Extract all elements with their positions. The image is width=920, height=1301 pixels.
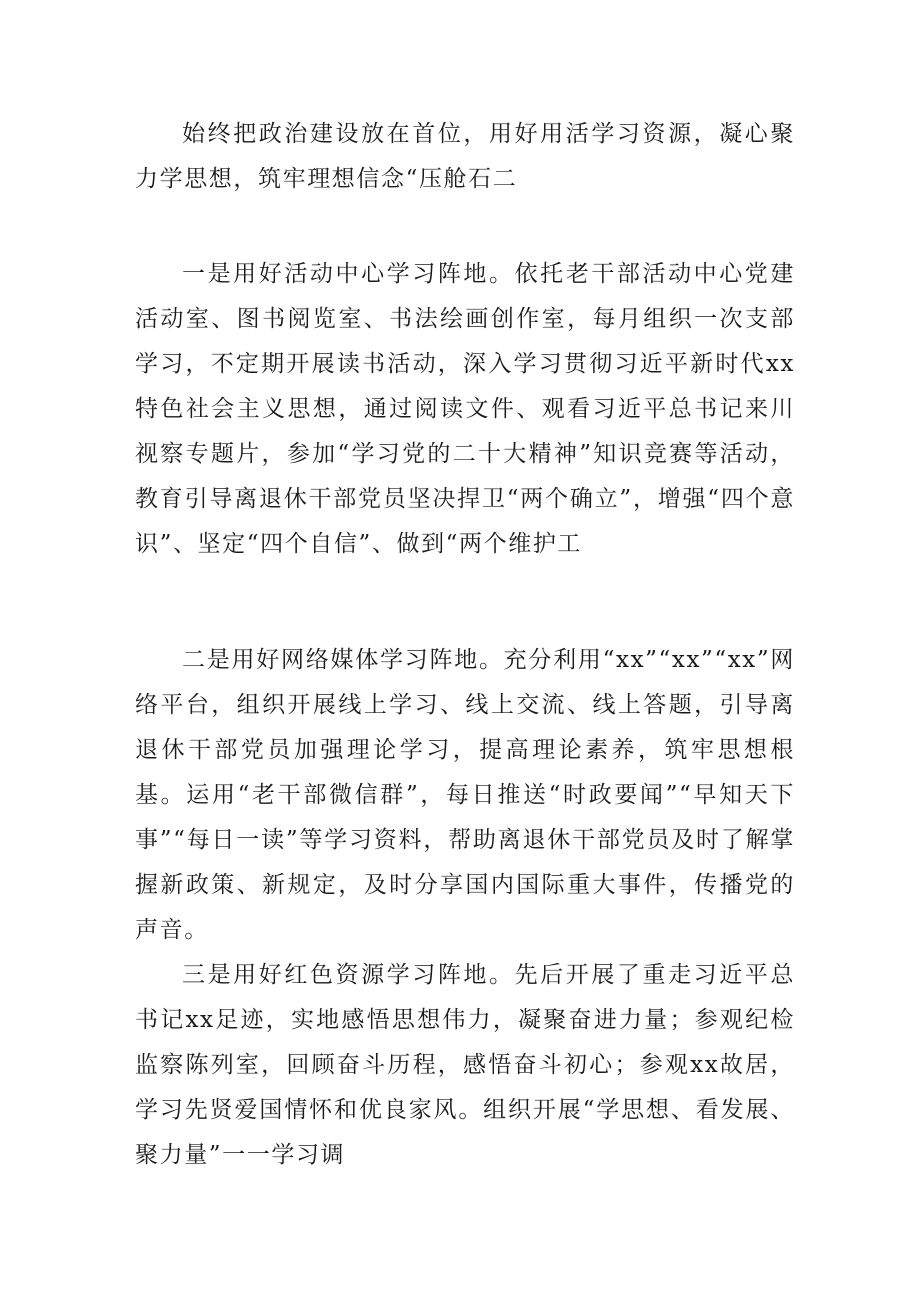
paragraph-intro: 始终把政治建设放在首位，用好用活学习资源，凝心聚力学思想，筑牢理想信念“压舱石二 <box>135 121 795 192</box>
paragraph-red-resources: 三是用好红色资源学习阵地。先后开展了重走习近平总书记xx足迹，实地感悟思想伟力，凝聚奋进力量；参观纪检监察陈列室，回顾奋斗历程，感悟奋斗初心；参观xx故居，学习先贤爱国情怀和优良家风。组织开展“学思想、看发展、聚力量”一一学习调 <box>135 962 795 1168</box>
paragraph-activity-center: 一是用好活动中心学习阵地。依托老干部活动中心党建活动室、图书阅览室、书法绘画创作室，每月组织一次支部学习，不定期开展读书活动，深入学习贯彻习近平新时代xx特色社会主义思想，通过阅读文件、观看习近平总书记来川视察专题片，参加“学习党的二十大精神”知识竞赛等活动，教育引导离退休干部党员坚决捍卫“两个确立”，增强“四个意识”、坚定“四个自信”、做到“两个维护工 <box>135 261 795 557</box>
paragraph-online-media: 二是用好网络媒体学习阵地。充分利用“xx”“xx”“xx”网络平台，组织开展线上学习、线上交流、线上答题，引导离退休干部党员加强理论学习，提高理论素养，筑牢思想根基。运用“老干部微信群”，每日推送“时政要闻”“早知天下事”“每日一读”等学习资料，帮助离退休干部党员及时了解掌握新政策、新规定，及时分享国内国际重大事件，传播党的声音。 <box>135 647 795 943</box>
